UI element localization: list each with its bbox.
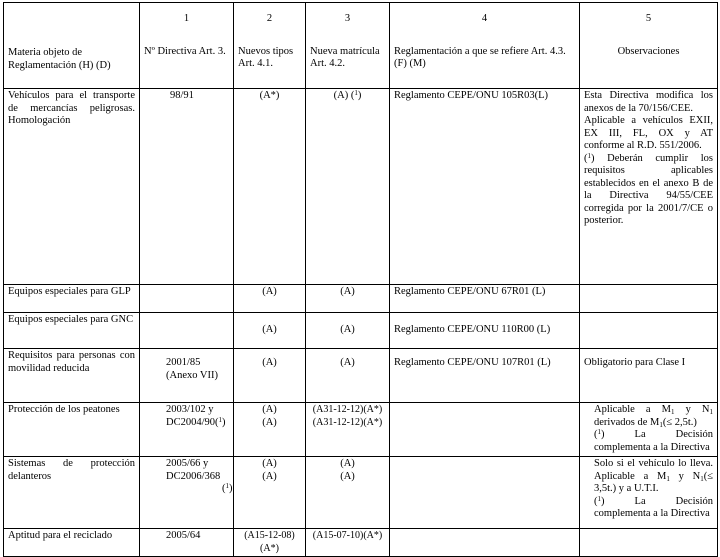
- header-directiva: 1 Nº Directiva Art. 3.: [140, 3, 234, 89]
- table-row: [4, 403, 718, 457]
- nuevos-cell: (A15-12-08)(A*): [234, 529, 306, 557]
- header-materia: Materia objeto de Reglamentación (H) (D): [4, 3, 140, 89]
- materia-cell: Sistemas de protección delanteros: [4, 457, 140, 529]
- nuevos-cell: (A*): [234, 89, 306, 285]
- materia-cell: Equipos especiales para GLP: [4, 285, 140, 313]
- nuevos-cell: (A): [234, 349, 306, 403]
- directiva-cell: [140, 313, 234, 349]
- nuevos-cell: (A): [234, 313, 306, 349]
- nueva-cell: (A): [306, 349, 390, 403]
- nuevos-cell: (A) (A): [234, 457, 306, 529]
- directiva-cell: 2003/102 y DC2004/90($^1$): [140, 403, 234, 457]
- header-nuevos: 2 Nuevos tipos Art. 4.1.: [234, 3, 306, 89]
- observaciones-cell: [580, 529, 718, 557]
- header-nueva-matricula: 3 Nueva matrícula Art. 4.2.: [306, 3, 390, 89]
- directiva-cell: [140, 285, 234, 313]
- observaciones-cell: [580, 285, 718, 313]
- reglamento-cell: [390, 529, 580, 557]
- table-row: [4, 285, 718, 313]
- reglamento-cell: Reglamento CEPE/ONU 67R01 (L): [390, 285, 580, 313]
- observaciones-cell: Aplicable a $M_1$ y $N_1$ derivados de $M_1(\le 2,5t.)$ ($^1$) La Decisión complementa a la Directiva: [580, 403, 718, 457]
- table-row: [4, 529, 718, 557]
- reglamento-cell: Reglamento CEPE/ONU 110R00 (L): [390, 313, 580, 349]
- materia-cell: Aptitud para el reciclado: [4, 529, 140, 557]
- header-reglamentacion: 4 Reglamentación a que se refiere Art. 4.3. (F) (M): [390, 3, 580, 89]
- nuevos-cell: (A): [234, 285, 306, 313]
- directiva-cell: 2005/66 y DC2006/368 ($^1$): [140, 457, 234, 529]
- nueva-cell: (A15-07-10)(A*): [306, 529, 390, 557]
- directiva-cell: 2005/64: [140, 529, 234, 557]
- nueva-cell: (A) (A): [306, 457, 390, 529]
- directiva-cell: 2001/85 (Anexo VII): [140, 349, 234, 403]
- nueva-cell: (A): [306, 313, 390, 349]
- observaciones-cell: Esta Directiva modifica los anexos de la 70/156/CEE. Aplicable a vehículos EXII, EX III, FL, OX y AT conforme al R.D. 551/2006. ($^1$) Deberán cumplir los requisitos aplicables establecidos en el anexo B de la Directiva 94/55/CEE corregida por la 2001/7/CE o posterior.: [580, 89, 718, 285]
- table-row: [4, 457, 718, 529]
- reglamento-cell: Reglamento CEPE/ONU 105R03(L): [390, 89, 580, 285]
- observaciones-cell: Obligatorio para Clase I: [580, 349, 718, 403]
- table-row: [4, 313, 718, 349]
- directiva-cell: 98/91: [140, 89, 234, 285]
- header-observaciones: 5 Observaciones: [580, 3, 718, 89]
- reglamento-cell: Reglamento CEPE/ONU 107R01 (L): [390, 349, 580, 403]
- materia-cell: Protección de los peatones: [4, 403, 140, 457]
- materia-cell: Equipos especiales para GNC: [4, 313, 140, 349]
- nuevos-cell: (A) (A): [234, 403, 306, 457]
- materia-cell: Requisitos para personas con movilidad reducida: [4, 349, 140, 403]
- nueva-cell: (A) ($^1$): [306, 89, 390, 285]
- observaciones-cell: [580, 313, 718, 349]
- reglamento-cell: [390, 457, 580, 529]
- nueva-cell: (A31-12-12)(A*) (A31-12-12)(A*): [306, 403, 390, 457]
- reglamento-cell: [390, 403, 580, 457]
- regulation-table: [3, 2, 718, 557]
- nueva-cell: (A): [306, 285, 390, 313]
- table-row: [4, 349, 718, 403]
- table-row: [4, 89, 718, 285]
- observaciones-cell: Solo si el vehículo lo lleva. Aplicable a $M_1$ y $N_1(\le 3,5t.)$ y a U.T.I. ($^1$) La Decisión complementa a la Directiva: [580, 457, 718, 529]
- header-row: [4, 3, 718, 89]
- materia-cell: Vehículos para el transporte de mercancías peligrosas. Homologación: [4, 89, 140, 285]
